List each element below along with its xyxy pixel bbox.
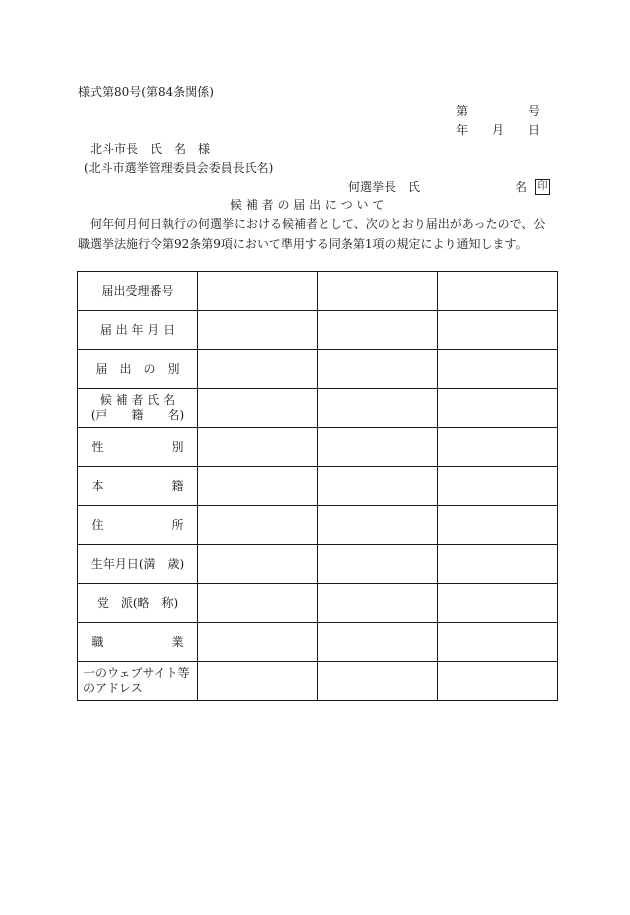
value-cell[interactable] <box>318 662 438 701</box>
sender-name-char: 名 <box>515 180 528 194</box>
value-cell[interactable] <box>318 389 438 428</box>
body-paragraph: 何年何月何日執行の何選挙における候補者として、次のとおり届出があったので、公職選挙法施行令第92条第9項において準用する同条第1項の規定により通知します。 <box>78 217 546 251</box>
value-cell[interactable] <box>318 623 438 662</box>
value-cell[interactable] <box>438 389 558 428</box>
date-tsuki: 月 <box>492 123 505 137</box>
row-label: 届 出 の 別 <box>95 361 180 376</box>
value-cell[interactable] <box>198 428 318 467</box>
value-cell[interactable] <box>318 506 438 545</box>
row-label: 候 補 者 氏 名 <box>99 393 176 407</box>
label-cell <box>78 662 198 701</box>
value-cell[interactable] <box>318 584 438 623</box>
row-label-sub: (戸 籍 名) <box>90 408 185 422</box>
label-cell <box>78 389 198 428</box>
value-cell[interactable] <box>438 272 558 311</box>
label-cell <box>78 584 198 623</box>
table-row <box>78 623 558 662</box>
value-cell[interactable] <box>198 623 318 662</box>
value-cell[interactable] <box>198 662 318 701</box>
row-label: 届 出 年 月 日 <box>99 322 176 337</box>
label-cell <box>78 428 198 467</box>
document-title: 候 補 者 の 届 出 に つ い て <box>230 198 385 212</box>
label-cell <box>78 623 198 662</box>
value-cell[interactable] <box>318 350 438 389</box>
value-cell[interactable] <box>198 584 318 623</box>
label-cell <box>78 272 198 311</box>
form-number: 様式第80号(第84条関係) <box>78 85 214 99</box>
date-hi: 日 <box>528 123 541 137</box>
label-cell <box>78 350 198 389</box>
row-label-b: 籍 <box>171 478 184 493</box>
row-label-a: 職 <box>91 634 104 649</box>
value-cell[interactable] <box>438 428 558 467</box>
label-cell <box>78 545 198 584</box>
row-label: 届出受理番号 <box>101 283 174 298</box>
table-row <box>78 662 558 701</box>
addressee-name: 北斗市長 氏 名 様 <box>90 142 211 156</box>
row-label-b: 所 <box>171 517 184 532</box>
value-cell[interactable] <box>318 311 438 350</box>
value-cell[interactable] <box>438 584 558 623</box>
value-cell[interactable] <box>198 389 318 428</box>
number-go: 号 <box>528 104 541 118</box>
row-label-a: 住 <box>91 517 104 532</box>
table-row <box>78 311 558 350</box>
table-row <box>78 545 558 584</box>
row-label-a: 性 <box>91 439 104 454</box>
value-cell[interactable] <box>198 467 318 506</box>
row-label-sub: のアドレス <box>83 681 143 695</box>
value-cell[interactable] <box>198 545 318 584</box>
value-cell[interactable] <box>438 350 558 389</box>
row-label: 生年月日(満 歳) <box>90 556 185 571</box>
value-cell[interactable] <box>198 272 318 311</box>
sender-title: 何選挙長 氏 <box>348 180 421 194</box>
addressee-committee: (北斗市選挙管理委員会委員長氏名) <box>84 161 274 175</box>
seal-stamp: 印 <box>535 179 550 195</box>
value-cell[interactable] <box>198 350 318 389</box>
row-label-b: 業 <box>171 634 184 649</box>
value-cell[interactable] <box>438 545 558 584</box>
table-row <box>78 467 558 506</box>
row-label-a: 本 <box>91 478 104 493</box>
date-nen: 年 <box>456 123 469 137</box>
row-label: 党 派(略 称) <box>96 595 179 610</box>
table-row <box>78 350 558 389</box>
label-cell <box>78 311 198 350</box>
value-cell[interactable] <box>438 311 558 350</box>
value-cell[interactable] <box>318 545 438 584</box>
value-cell[interactable] <box>438 506 558 545</box>
table-row <box>78 584 558 623</box>
value-cell[interactable] <box>318 428 438 467</box>
value-cell[interactable] <box>438 467 558 506</box>
candidate-info-table <box>77 271 558 701</box>
table-row <box>78 389 558 428</box>
value-cell[interactable] <box>198 506 318 545</box>
table-row <box>78 272 558 311</box>
label-cell <box>78 467 198 506</box>
table-row <box>78 506 558 545</box>
label-cell <box>78 506 198 545</box>
row-label: 一のウェブサイト等 <box>83 666 190 680</box>
row-label-b: 別 <box>171 439 184 454</box>
value-cell[interactable] <box>318 272 438 311</box>
number-dai: 第 <box>456 104 469 118</box>
value-cell[interactable] <box>198 311 318 350</box>
value-cell[interactable] <box>318 467 438 506</box>
value-cell[interactable] <box>438 623 558 662</box>
table-row <box>78 428 558 467</box>
value-cell[interactable] <box>438 662 558 701</box>
seal-mark <box>535 178 550 195</box>
